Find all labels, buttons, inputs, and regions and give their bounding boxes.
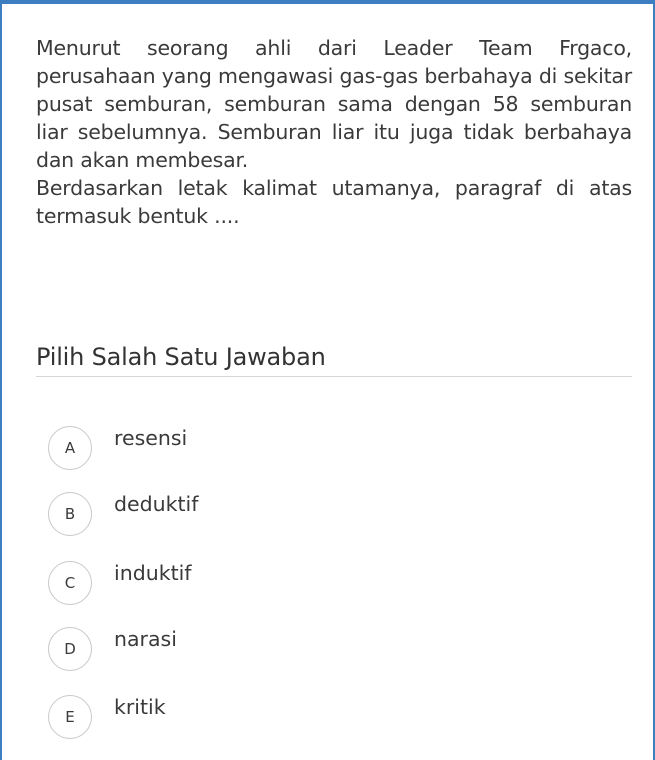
option-b[interactable] xyxy=(48,490,608,538)
option-a-radio[interactable]: A xyxy=(48,426,92,470)
option-c[interactable] xyxy=(48,559,608,607)
option-a-label[interactable]: resensi xyxy=(114,426,188,450)
option-c-radio[interactable]: C xyxy=(48,561,92,605)
option-b-label[interactable]: deduktif xyxy=(114,492,199,516)
question-paragraph: Menurut seorang ahli dari Leader Team Frgaco, perusahaan yang mengawasi gas-gas berbahaya di sekitar pusat semburan, semburan sama dengan 58 semburan liar sebelumnya. Semburan liar itu juga tidak berbahaya dan akan membesar. xyxy=(36,36,632,172)
option-d-radio[interactable]: D xyxy=(48,627,92,671)
option-c-label[interactable]: induktif xyxy=(114,561,192,585)
option-e-radio[interactable]: E xyxy=(48,695,92,739)
option-e[interactable] xyxy=(48,693,608,741)
answer-section-title: Pilih Salah Satu Jawaban xyxy=(36,343,326,371)
option-d[interactable] xyxy=(48,625,608,673)
option-e-label[interactable]: kritik xyxy=(114,695,166,719)
option-d-label[interactable]: narasi xyxy=(114,627,177,651)
option-b-radio[interactable]: B xyxy=(48,492,92,536)
answer-section-header xyxy=(36,340,632,377)
option-a[interactable] xyxy=(48,424,608,472)
question-prompt: Berdasarkan letak kalimat utamanya, paragraf di atas termasuk bentuk .... xyxy=(36,176,632,228)
question-text xyxy=(36,34,632,230)
